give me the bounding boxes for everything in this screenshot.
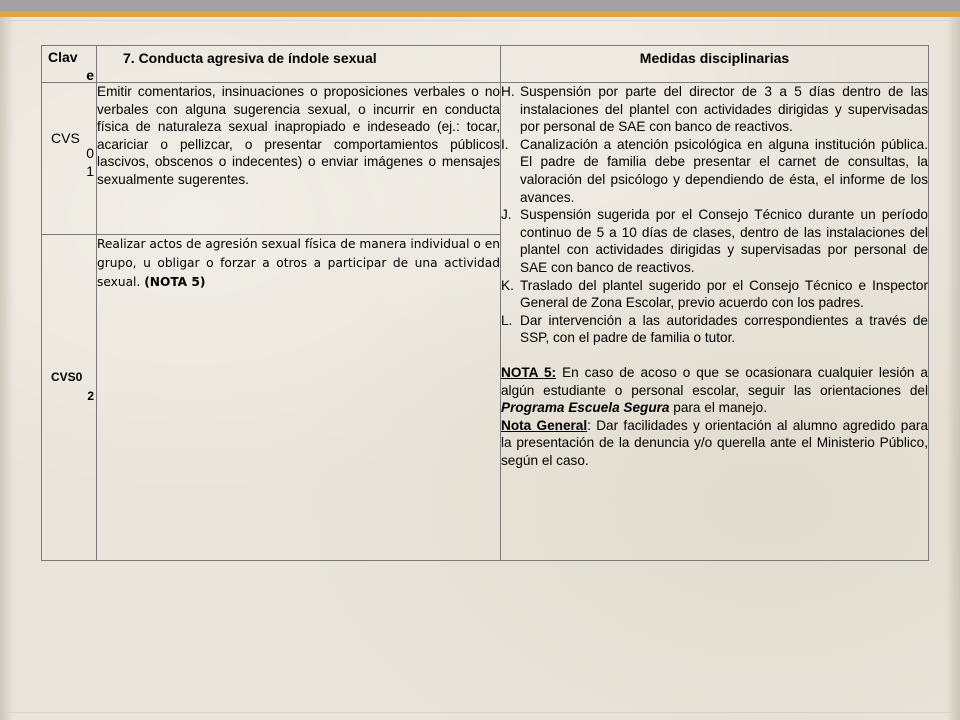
nota5-program: Programa Escuela Segura: [501, 400, 670, 416]
nota5-text-before: En caso de acoso o que se ocasionara cualquier lesión a algún estudiante o personal escolar, seguir las orientaciones del: [501, 364, 928, 398]
item-letter: H.: [501, 84, 515, 99]
code-cell-cvs01: [42, 83, 97, 235]
item-letter: J.: [501, 207, 512, 223]
list-item: [501, 206, 928, 276]
code-cvs01-digit2: 1: [86, 163, 94, 179]
nota-general-label: Nota General: [501, 417, 588, 433]
nota5-label: NOTA 5:: [501, 364, 557, 380]
item-letter: I.: [501, 136, 509, 152]
item-text: Dar intervención a las autoridades correspondientes a través de SSP, con el padre de familia o tutor.: [520, 312, 928, 346]
item-letter: K.: [501, 277, 514, 293]
medidas-cell: [501, 83, 929, 561]
top-gray-band: [0, 0, 960, 11]
item-text: Traslado del plantel sugerido por el Consejo Técnico e Inspector General de Zona Escolar, previo acuerdo con los padres.: [520, 277, 928, 311]
header-conducta: 7. Conducta agresiva de índole sexual: [97, 46, 501, 83]
description-cvs02: [97, 235, 501, 561]
code-cvs02-prefix: CVS0: [51, 370, 83, 384]
description-cvs01: Emitir comentarios, insinuaciones o proposiciones verbales o no verbales con alguna sugerencia sexual, o incurrir en conducta física de naturaleza sexual inapropiado e indeseado (ej.: tocar, acariciar o pellizcar, o presentar comportamientos públicos lascivos, obscenos o indecentes) o enviar imágenes o mensajes sexualmente sugerentes.: [97, 83, 501, 235]
code-cvs02-digit: 2: [87, 389, 94, 403]
item-text: Canalización a atención psicológica en alguna institución pública. El padre de familia debe presentar el carnet de consultas, la valoración del psicólogo y dependiendo de ésta, el informe de los avances.: [520, 136, 928, 205]
nota-general-text: : Dar facilidades y orientación al alumno agredido para la presentación de la denuncia y/o querella ante el Ministerio Público, según el caso.: [501, 417, 928, 468]
disciplinary-table: [41, 45, 929, 561]
header-clave-cell: [42, 46, 97, 83]
code-cvs01-digit1: 0: [86, 145, 94, 161]
list-item: [501, 312, 928, 347]
orange-accent-line: [0, 11, 960, 17]
note-reference: (NOTA 5): [144, 275, 206, 289]
header-row: [42, 46, 929, 83]
header-clave-line1: Clav: [48, 49, 78, 65]
list-item: [501, 136, 928, 206]
nota-general-paragraph: [501, 417, 928, 470]
list-item: [501, 83, 928, 136]
nota5-paragraph: [501, 364, 928, 417]
spacer: [501, 347, 928, 364]
nota5-text-after: para el manejo.: [669, 400, 767, 416]
code-cvs01-prefix: CVS: [51, 130, 80, 146]
header-medidas: Medidas disciplinarias: [501, 46, 929, 83]
header-clave-line2: e: [86, 67, 94, 83]
item-letter: L.: [501, 312, 513, 328]
item-text: Suspensión por parte del director de 3 a 5 días dentro de las instalaciones del plantel con actividades dirigidas y supervisadas por personal de SAE con banco de reactivos.: [520, 84, 928, 135]
list-item: [501, 277, 928, 312]
code-cell-cvs02: [42, 235, 97, 561]
table-row: [42, 83, 929, 235]
description-cvs02-text: Realizar actos de agresión sexual física de manera individual o en grupo, u obligar o forzar a otros a participar de una actividad sexual.: [97, 237, 500, 289]
item-text: Suspensión sugerida por el Consejo Técnico durante un período continuo de 5 a 10 días de clases, dentro de las instalaciones del plantel con actividades dirigidas y supervisadas por personal de SAE con banco de reactivos.: [520, 207, 928, 275]
